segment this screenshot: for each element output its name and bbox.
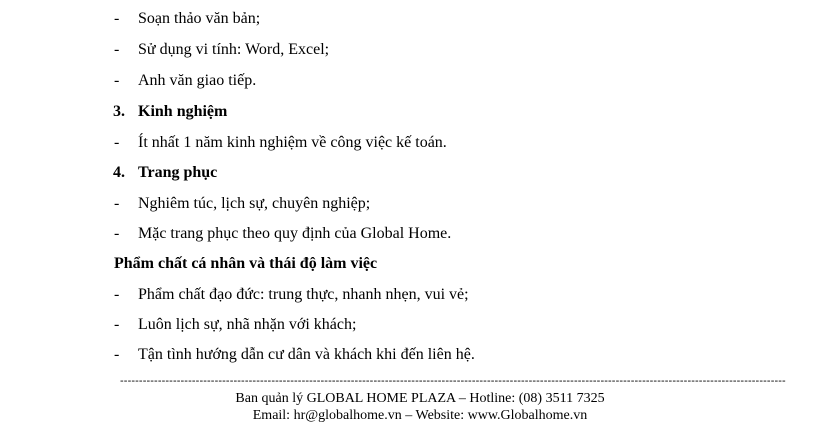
section-number: 4. xyxy=(113,164,125,181)
bullet-dash: - xyxy=(114,10,120,27)
bullet-dash: - xyxy=(114,225,120,242)
bullet-text: Tận tình hướng dẫn cư dân và khách khi đến liên hệ. xyxy=(138,346,475,363)
bullet-text: Luôn lịch sự, nhã nhặn với khách; xyxy=(138,316,357,333)
footer-contact-email: Email: hr@globalhome.vn – Website: www.Globalhome.vn xyxy=(252,408,588,423)
bullet-dash: - xyxy=(114,286,120,303)
subsection-title: Phẩm chất cá nhân và thái độ làm việc xyxy=(114,255,378,272)
bullet-dash: - xyxy=(114,72,120,89)
bullet-text: Ít nhất 1 năm kinh nghiệm về công việc kế toán. xyxy=(138,134,447,151)
section-title: Kinh nghiệm xyxy=(138,103,228,120)
bullet-text: Soạn thảo văn bản; xyxy=(138,10,261,27)
bullet-text: Nghiêm túc, lịch sự, chuyên nghiệp; xyxy=(138,195,371,212)
bullet-text: Sử dụng vi tính: Word, Excel; xyxy=(138,41,330,58)
footer-divider: -------------------------------------------------------------------------------------------------------------------------------------------------------------------------------- xyxy=(120,375,786,387)
bullet-dash: - xyxy=(114,346,120,363)
bullet-text: Mặc trang phục theo quy định của Global Home. xyxy=(138,225,452,242)
bullet-text: Phẩm chất đạo đức: trung thực, nhanh nhẹn, vui vẻ; xyxy=(138,286,469,303)
bullet-dash: - xyxy=(114,316,120,333)
section-number: 3. xyxy=(113,103,125,120)
bullet-dash: - xyxy=(114,195,120,212)
bullet-text: Anh văn giao tiếp. xyxy=(138,72,257,89)
bullet-dash: - xyxy=(114,134,120,151)
footer-contact-hotline: Ban quản lý GLOBAL HOME PLAZA – Hotline: (08) 3511 7325 xyxy=(235,391,605,406)
section-title: Trang phục xyxy=(138,164,218,181)
bullet-dash: - xyxy=(114,41,120,58)
